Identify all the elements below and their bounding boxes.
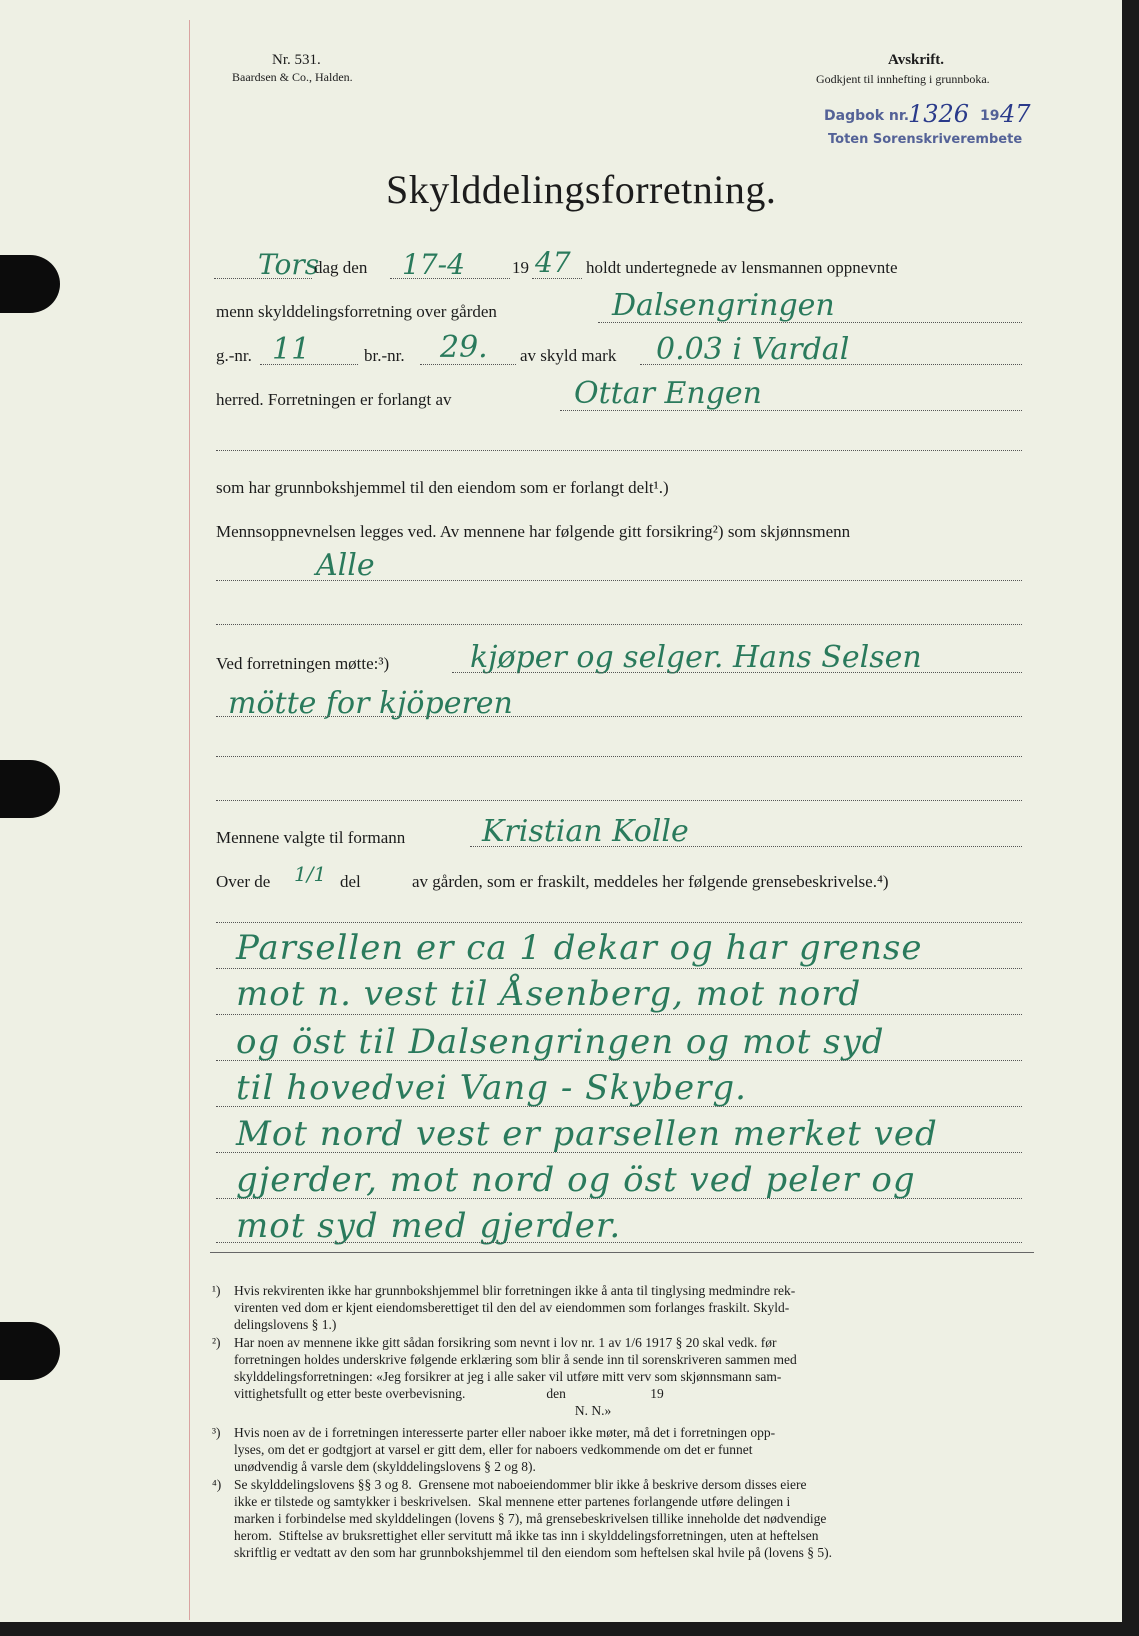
gnr-label: g.-nr. — [216, 346, 252, 365]
description-line: Parsellen er ca 1 dekar og har grense — [236, 928, 923, 968]
fill-line — [216, 580, 1022, 581]
skyld-handwritten: 0.03 i Vardal — [656, 332, 850, 367]
requester-handwritten: Ottar Engen — [574, 376, 762, 411]
grense-text: av gården, som er fraskilt, meddeles her følgende grensebeskrivelse.⁴) — [412, 872, 889, 891]
fill-line — [640, 364, 1022, 365]
printer-name: Baardsen & Co., Halden. — [232, 70, 353, 84]
fill-line — [216, 1198, 1022, 1199]
footnote-number: ³) — [212, 1425, 221, 1440]
description-line: mot n. vest til Åsenberg, mot nord — [236, 974, 862, 1014]
copy-label: Avskrift. — [888, 52, 944, 68]
del-label: del — [340, 872, 361, 891]
footnote-number: ¹) — [212, 1283, 221, 1298]
over-de-label: Over de — [216, 872, 271, 891]
fill-line — [452, 672, 1022, 673]
fill-line — [216, 968, 1022, 969]
description-line: til hovedvei Vang - Skyberg. — [236, 1068, 747, 1108]
fill-line — [216, 1106, 1022, 1107]
punch-hole — [0, 255, 60, 313]
dag-den-label: dag den — [314, 258, 368, 277]
footnote-separator — [210, 1252, 1034, 1253]
footnote-text: Se skylddelingslovens §§ 3 og 8. Grensene mot naboeiendommer blir ikke å beskrive dersom disses eiere ikke er tilstede og samtykker i beskrivelsen. Skal mennene etter partenes forlangende utføre delingen i marken i forbindelse med skylddelingen (lovens § 7), må grensebeskrivelsen tillike inneholde det nødvendige herom. Stiftelse av bruksrettighet eller servitutt må ikke tas inn i skylddelingsforretningen, uten at heftelsen skriftlig er vedtatt av den som har grunnbokshjemmel til den eiendom som heftelsen skal hvile på (lovens § 5). — [234, 1477, 832, 1560]
fill-line — [216, 922, 1022, 923]
footnote-number: ²) — [212, 1335, 221, 1350]
fill-line — [420, 364, 516, 365]
motte-label: Ved forretningen møtte:³) — [216, 654, 390, 673]
punch-hole — [0, 760, 60, 818]
fill-line — [216, 450, 1022, 451]
fill-line — [216, 716, 1022, 717]
approval-note: Godkjent til innhefting i grunnboka. — [816, 72, 990, 86]
fill-line — [216, 624, 1022, 625]
fill-line — [216, 1060, 1022, 1061]
fill-line — [470, 846, 1022, 847]
fill-line — [216, 1014, 1022, 1015]
description-line: gjerder, mot nord og öst ved peler og — [236, 1160, 916, 1200]
fill-line — [214, 278, 312, 279]
punch-hole — [0, 1322, 60, 1380]
footnote-text: Hvis rekvirenten ikke har grunnbokshjemmel blir forretningen ikke å anta til tinglysing medmindre rek- virenten ved dom er kjent eiendomsberettiget til den del av eiendommen som forlanges fraskilt. Skyld- delingslovens § 1.) — [234, 1283, 796, 1332]
date-handwritten: 17-4 — [402, 248, 465, 281]
description-line: mot syd med gjerder. — [236, 1206, 622, 1246]
footnote-number: ⁴) — [212, 1477, 222, 1492]
skyld-label: av skyld mark — [520, 346, 617, 365]
registry-number: 1326 — [908, 100, 970, 128]
registry-stamp-line2: Toten Sorenskriverembete — [828, 132, 1023, 147]
fill-line — [260, 364, 358, 365]
mennsoppnevnelse-text: Mennsoppnevnelsen legges ved. Av mennene har følgende gitt forsikring²) som skjønnsmenn — [216, 522, 851, 541]
year-handwritten: 47 — [535, 246, 571, 279]
fill-line — [532, 278, 582, 279]
attendees-handwritten-2: mötte for kjöperen — [228, 686, 513, 721]
fill-line — [560, 410, 1022, 411]
fill-line — [216, 1152, 1022, 1153]
fraction-handwritten: 1/1 — [294, 862, 327, 886]
bnr-label: br.-nr. — [364, 346, 405, 365]
formann-label: Mennene valgte til formann — [216, 828, 406, 847]
registry-year-prefix: 19 — [980, 108, 1000, 124]
menn-label: menn skylddelingsforretning over gården — [216, 302, 497, 321]
fill-line — [216, 1242, 1022, 1243]
intro-text: holdt undertegnede av lensmannen oppnevnte — [586, 258, 898, 277]
herred-label: herred. Forretningen er forlangt av — [216, 390, 452, 409]
year-prefix: 19 — [512, 258, 529, 277]
margin-rule — [189, 20, 190, 1620]
form-number: Nr. 531. — [272, 52, 321, 68]
fill-line — [216, 756, 1022, 757]
bnr-handwritten: 29. — [440, 330, 488, 365]
farm-name-handwritten: Dalsengringen — [612, 288, 835, 323]
weekday-handwritten: Tors — [258, 248, 320, 281]
registry-year: 47 — [1000, 100, 1031, 128]
fill-line — [216, 800, 1022, 801]
description-line: Mot nord vest er parsellen merket ved — [236, 1114, 938, 1154]
footnote-text: Hvis noen av de i forretningen interesserte parter eller naboer ikke møter, må det i forretningen opp- lyses, om det er godtgjort at varsel er gitt dem, eller for naboers vedkommende om det er funnet unødvendig å varsle dem (skylddelingslovens § 2 og 8). — [234, 1425, 776, 1474]
gnr-handwritten: 11 — [272, 332, 311, 367]
description-line: og öst til Dalsengringen og mot syd — [236, 1022, 885, 1062]
document-title: Skylddelingsforretning. — [386, 167, 777, 212]
registry-stamp-line1: Dagbok nr. — [824, 108, 910, 124]
footnote-text: Har noen av mennene ikke gitt sådan forsikring som nevnt i lov nr. 1 av 1/6 1917 § 20 skal vedk. før forretningen holdes underskrive følgende erklæring som blir å sende inn til sorenskriveren sammen med skylddelingsforretningen: «Jeg forsikrer at jeg i alle saker vil utføre mitt verv som skjønnsmann sam- vittighetsfullt og etter beste overbevisning. den 19 N. N.» — [234, 1335, 797, 1418]
fill-line — [390, 278, 510, 279]
hjemmel-text: som har grunnbokshjemmel til den eiendom som er forlangt delt¹.) — [216, 478, 669, 497]
attendees-handwritten-1: kjøper og selger. Hans Selsen — [470, 640, 922, 675]
fill-line — [598, 322, 1022, 323]
skjonnsmenn-handwritten: Alle — [316, 548, 375, 583]
formann-handwritten: Kristian Kolle — [482, 814, 689, 849]
